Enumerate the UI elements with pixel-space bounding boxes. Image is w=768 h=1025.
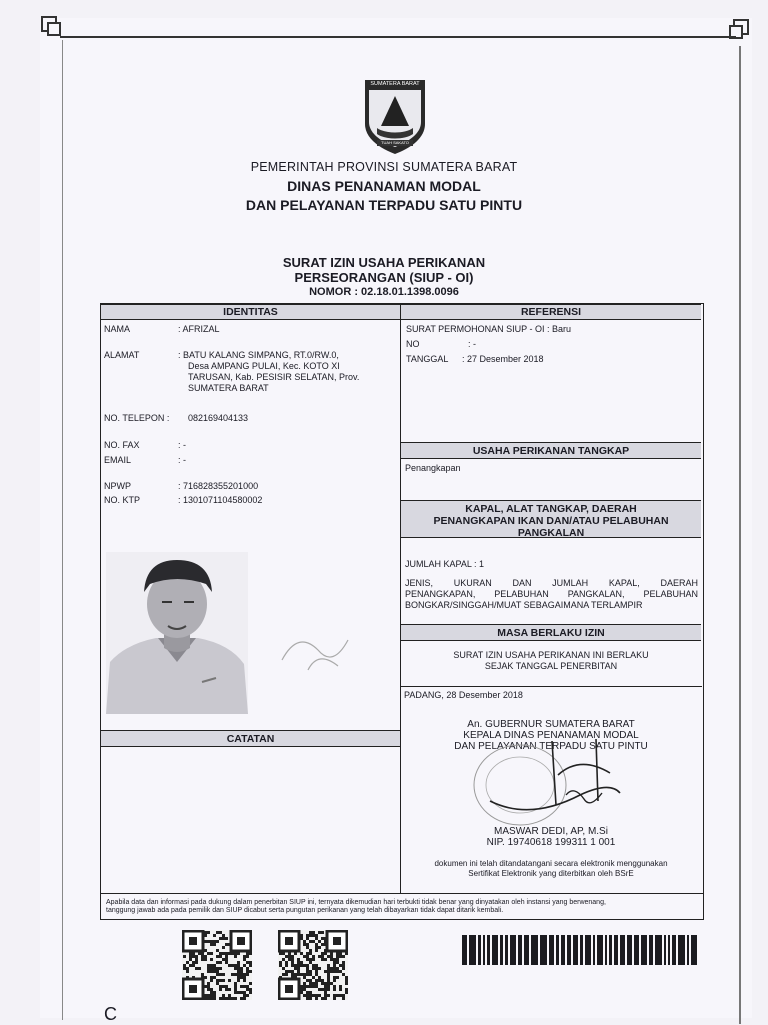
document-title-2: PERSEORANGAN (SIUP - OI)	[294, 270, 474, 285]
fax-label: NO. FAX	[104, 440, 140, 450]
email-value: : -	[178, 455, 186, 465]
qr-code-icon	[182, 930, 252, 1000]
referensi-no-label: NO	[406, 339, 420, 349]
applicant-photo	[106, 552, 248, 714]
signatory-nip: NIP. 19740618 199311 1 001	[486, 837, 616, 848]
npwp-value: : 716828355201000	[178, 481, 259, 491]
referensi-header: REFERENSI	[401, 304, 701, 320]
footer-divider	[100, 893, 704, 894]
ktp-label: NO. KTP	[104, 495, 141, 505]
nama-value: : AFRIZAL	[178, 324, 220, 334]
disclaimer-footnote: Apabila data dan informasi pada dukung dalam penerbitan SIUP ini, ternyata dikemudian hari terbukti tidak benar yang dinyatakan oleh instansi yang berwenang, tanggung jawab ada pada pemilik dan SIUP dicabut serta pungutan perikanan yang telah dibayarkan tidak dapat ditarik kembali.	[106, 899, 606, 914]
qr-code-icon	[278, 930, 348, 1000]
agency-line-1: DINAS PENANAMAN MODAL	[287, 178, 481, 194]
barcode-icon	[462, 935, 698, 965]
npwp-label: NPWP	[104, 481, 131, 491]
ktp-value: : 1301071104580002	[178, 495, 263, 505]
signatory-name-block	[401, 826, 701, 848]
agency-line-2: DAN PELAYANAN TERPADU SATU PINTU	[245, 197, 523, 213]
signatory-name: MASWAR DEDI, AP, M.Si	[494, 826, 608, 837]
referensi-tanggal-label: TANGGAL	[406, 354, 449, 364]
telepon-value: 082169404133	[188, 413, 249, 423]
nama-label: NAMA	[104, 324, 131, 334]
signatory-title: An. GUBERNUR SUMATERA BARAT KEPALA DINAS PENANAMAN MODAL DAN PELAYANAN TERPADU SATU PINTU	[454, 719, 648, 752]
masa-berlaku-text: SURAT IZIN USAHA PERIKANAN INI BERLAKU SEJAK TANGGAL PENERBITAN	[453, 650, 649, 671]
column-divider	[400, 303, 401, 893]
signature-mark-left	[278, 620, 358, 680]
place-date: PADANG, 28 Desember 2018	[404, 690, 523, 700]
identitas-header: IDENTITAS	[101, 304, 400, 320]
province-crest-logo: SUMATERA BARAT TUAH SAKATO	[363, 76, 427, 156]
government-line: PEMERINTAH PROVINSI SUMATERA BARAT	[250, 160, 518, 174]
referensi-surat-permohonan: SURAT PERMOHONAN SIUP - OI : Baru	[406, 324, 572, 334]
signature-and-stamp	[470, 735, 630, 835]
document-number: NOMOR : 02.18.01.1398.0096	[309, 286, 459, 298]
jenis-kapal-text: JENIS, UKURAN DAN JUMLAH KAPAL, DAERAH PENANGKAPAN, PELABUHAN PANGKALAN, PELABUHAN BONGKAR/SINGGAH/MUAT SEBAGAIMANA TERLAMPIR	[405, 578, 698, 610]
jumlah-kapal: JUMLAH KAPAL : 1	[405, 559, 485, 569]
alamat-value: : BATU KALANG SIMPANG, RT.0/RW.0, Desa AMPANG PULAI, Kec. KOTO XI TARUSAN, Kab. PESISIR SELATAN, Prov. SUMATERA BARAT	[178, 350, 360, 393]
usaha-value: Penangkapan	[405, 463, 461, 473]
referensi-tanggal-value: : 27 Desember 2018	[462, 354, 544, 364]
telepon-label: NO. TELEPON :	[104, 413, 170, 423]
corner-ornament-icon	[40, 15, 66, 41]
corner-ornament-icon	[724, 18, 750, 44]
bottom-letter: C	[104, 1004, 117, 1024]
kapal-header: KAPAL, ALAT TANGKAP, DAERAH PENANGKAPAN IKAN DAN/ATAU PELABUHAN PANGKALAN	[401, 500, 701, 538]
usaha-header: USAHA PERIKANAN TANGKAP	[401, 442, 701, 459]
referensi-no-value: : -	[468, 339, 476, 349]
masa-berlaku-header: MASA BERLAKU IZIN	[401, 624, 701, 641]
electronic-signature-note: dokumen ini telah ditandatangani secara elektronik menggunakan Sertifikat Elektronik yang diterbitkan oleh BSrE	[434, 859, 668, 878]
alamat-label: ALAMAT	[104, 350, 140, 360]
row-divider	[400, 686, 702, 687]
email-label: EMAIL	[104, 455, 132, 465]
document-title-1: SURAT IZIN USAHA PERIKANAN	[282, 255, 486, 270]
fax-value: : -	[178, 440, 186, 450]
frame-top-border	[60, 36, 736, 38]
catatan-header: CATATAN	[101, 730, 400, 747]
